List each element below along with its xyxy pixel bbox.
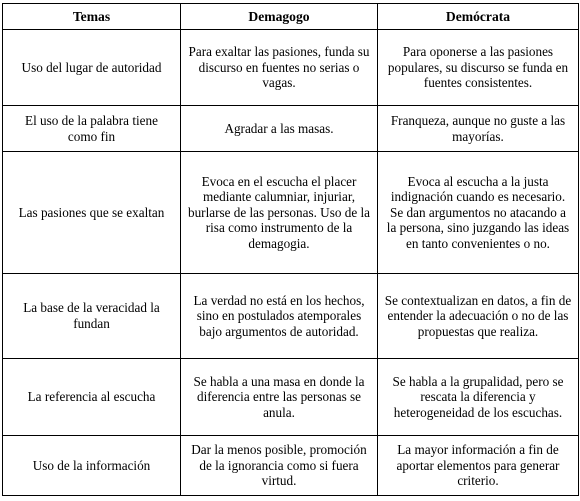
cell-demagogo: Agradar a las masas. — [181, 106, 378, 152]
table-header — [3, 4, 579, 30]
cell-democrata: Se habla a la grupalidad, pero se rescata la diferencia y heterogeneidad de los escuchas. — [378, 359, 579, 436]
cell-tema: Las pasiones que se exaltan — [3, 152, 181, 274]
cell-democrata: La mayor información a fin de aportar elementos para generar criterio. — [378, 436, 579, 496]
table-row — [3, 152, 579, 274]
table-row — [3, 106, 579, 152]
table-row — [3, 436, 579, 496]
cell-demagogo: Dar la menos posible, promoción de la ignorancia como si fuera virtud. — [181, 436, 378, 496]
cell-democrata: Evoca al escucha a la justa indignación cuando es necesario. Se dan argumentos no atacando a la persona, sino juzgando las ideas en tanto convenientes o no. — [378, 152, 579, 274]
table-row — [3, 30, 579, 106]
cell-tema: La base de la veracidad la fundan — [3, 274, 181, 359]
cell-democrata: Franqueza, aunque no guste a las mayorías. — [378, 106, 579, 152]
cell-democrata: Para oponerse a las pasiones populares, su discurso se funda en fuentes consistentes. — [378, 30, 579, 106]
header-temas: Temas — [3, 4, 181, 30]
cell-tema: Uso del lugar de autoridad — [3, 30, 181, 106]
cell-demagogo: La verdad no está en los hechos, sino en postulados atemporales bajo argumentos de autoridad. — [181, 274, 378, 359]
cell-tema: Uso de la información — [3, 436, 181, 496]
header-demagogo: Demagogo — [181, 4, 378, 30]
cell-demagogo: Se habla a una masa en donde la diferencia entre las personas se anula. — [181, 359, 378, 436]
cell-demagogo: Evoca en el escucha el placer mediante calumniar, injuriar, burlarse de las personas. Uso de la risa como instrumento de la demagogia. — [181, 152, 378, 274]
header-row — [3, 4, 579, 30]
cell-tema: La referencia al escucha — [3, 359, 181, 436]
cell-demagogo: Para exaltar las pasiones, funda su discurso en fuentes no serias o vagas. — [181, 30, 378, 106]
comparison-table — [2, 3, 579, 496]
table-row — [3, 359, 579, 436]
table-row — [3, 274, 579, 359]
table-body — [3, 30, 579, 496]
header-democrata: Demócrata — [378, 4, 579, 30]
cell-democrata: Se contextualizan en datos, a fin de entender la adecuación o no de las propuestas que realiza. — [378, 274, 579, 359]
cell-tema: El uso de la palabra tiene como fin — [3, 106, 181, 152]
